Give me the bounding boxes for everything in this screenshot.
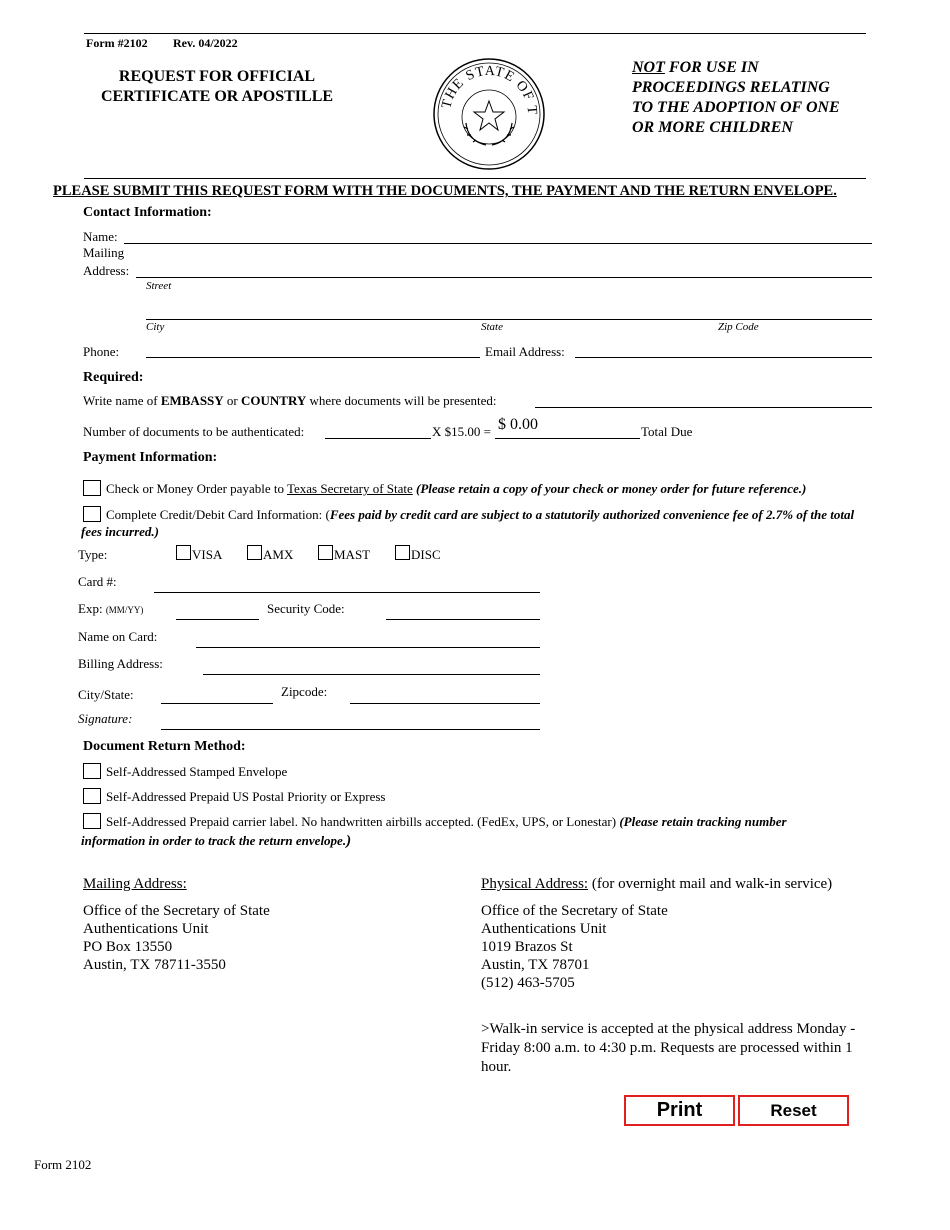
mailing-line: Office of the Secretary of State [83,903,270,919]
exp-label [78,601,143,617]
zip-label: Zip Code [718,321,759,333]
embassy-text-5: where documents will be presented: [306,393,497,408]
return-carrier-label [106,814,787,830]
phone-field[interactable] [146,357,480,358]
check-payee-text: Texas Secretary of State [286,481,413,496]
name-on-card-label: Name on Card: [78,629,158,644]
physical-line: Office of the Secretary of State [481,903,668,919]
mast-checkbox[interactable] [318,545,333,560]
visa-checkbox[interactable] [176,545,191,560]
return-carrier-line2 [81,833,351,850]
card-number-label: Card #: [78,574,117,589]
mailing-line: Authentications Unit [83,921,209,937]
warning-line2: PROCEEDINGS RELATING [632,79,830,96]
billing-city-state-field[interactable] [161,703,273,704]
name-label: Name: [83,229,118,244]
check-note-text: (Please retain a copy of your check or money order for future reference.) [412,481,807,496]
warning-not: NOT [632,59,665,76]
return-carrier-text: Self-Addressed Prepaid carrier label. No handwritten airbills accepted. (FedEx, UPS, or Lonestar) [106,814,620,829]
amx-label: AMX [263,547,294,562]
city-state-zip-field[interactable] [146,319,872,320]
return-stamped-label: Self-Addressed Stamped Envelope [106,764,288,779]
svg-text:THE STATE OF TEXAS: THE STATE OF T [439,63,540,116]
contact-heading: Contact Information: [83,205,212,220]
embassy-text-2: EMBASSY [160,393,224,408]
name-field[interactable] [124,243,872,244]
total-field [495,438,640,439]
form-number: Form #2102 [86,36,148,50]
embassy-label [83,393,497,409]
email-field[interactable] [575,357,872,358]
street-label: Street [146,280,172,292]
mailing-line: PO Box 13550 [83,939,173,955]
disc-label: DISC [411,547,441,562]
mast-label: MAST [334,547,371,562]
embassy-text-1: Write name of [83,393,161,408]
docs-count-field[interactable] [325,438,431,439]
payment-heading: Payment Information: [83,450,218,465]
adoption-warning [632,58,840,138]
check-payment-checkbox[interactable] [83,480,101,496]
state-seal [432,57,546,171]
physical-note-text: (for overnight mail and walk-in service) [588,876,833,892]
city-label: City [146,321,165,333]
return-usps-label: Self-Addressed Prepaid US Postal Priority or Express [106,789,386,804]
form-title-line1: REQUEST FOR OFFICIAL [118,68,316,85]
city-state-label: City/State: [78,687,134,702]
return-usps-checkbox[interactable] [83,788,101,804]
price-label: X $15.00 = [432,424,491,439]
security-code-field[interactable] [386,619,540,620]
walk-in-line: >Walk-in service is accepted at the physical address Monday - [481,1021,856,1037]
signature-label: Signature: [78,711,133,726]
state-label: State [481,321,503,333]
return-method-heading: Document Return Method: [83,739,246,754]
phone-label: Phone: [83,344,120,359]
top-rule [84,33,866,34]
billing-zipcode-field[interactable] [350,703,540,704]
exp-label-text: Exp: [78,601,103,616]
card-note-line2: fees incurred.) [81,524,159,539]
walk-in-line: Friday 8:00 a.m. to 4:30 p.m. Requests are processed within 1 [481,1040,853,1056]
return-carrier-note-2: information in order to track the return envelope. [81,833,347,848]
form-revision: Rev. 04/2022 [173,36,238,50]
billing-address-label: Billing Address: [78,656,163,671]
exp-field[interactable] [176,619,259,620]
card-payment-checkbox[interactable] [83,506,101,522]
walk-in-line: hour. [481,1059,512,1075]
card-note-text: Fees paid by credit card are subject to a statutorily authorized convenience fee of 2.7% of the total [329,507,855,522]
mailing-address-block [83,902,270,974]
amx-checkbox[interactable] [247,545,262,560]
footer-form-label: Form 2102 [34,1157,92,1172]
reset-button[interactable]: Reset [738,1095,849,1126]
walk-in-note [481,1020,855,1077]
texas-seal-icon [432,57,546,171]
card-number-field[interactable] [154,592,540,593]
return-carrier-checkbox[interactable] [83,813,101,829]
physical-line: 1019 Brazos St [481,939,573,955]
check-payment-label [106,481,806,497]
card-type-label: Type: [78,547,108,562]
required-heading: Required: [83,370,144,385]
mailing-label-1: Mailing [83,245,125,260]
return-carrier-close: ) [346,833,352,849]
card-pre-text: Complete Credit/Debit Card Information: ( [106,507,330,522]
embassy-text-3: or [223,393,242,408]
billing-address-field[interactable] [203,674,540,675]
exp-format-text: (MM/YY) [105,605,144,615]
card-payment-label [106,507,854,523]
email-label: Email Address: [485,344,565,359]
security-code-label: Security Code: [267,601,345,616]
warning-line1: FOR USE IN [664,59,759,76]
physical-heading-text: Physical Address: [481,876,589,892]
header-rule [84,178,866,179]
warning-line4: OR MORE CHILDREN [632,119,793,136]
physical-line: Authentications Unit [481,921,607,937]
docs-count-label: Number of documents to be authenticated: [83,424,305,439]
embassy-field[interactable] [535,407,872,408]
visa-label: VISA [192,547,223,562]
submission-instruction: PLEASE SUBMIT THIS REQUEST FORM WITH THE DOCUMENTS, THE PAYMENT AND THE RETURN ENVELOPE. [53,183,837,199]
embassy-text-4: COUNTRY [241,393,307,408]
form-title-line2: CERTIFICATE OR APOSTILLE [100,88,334,105]
physical-address-block [481,902,668,992]
return-stamped-checkbox[interactable] [83,763,101,779]
street-field[interactable] [136,277,872,278]
warning-line3: TO THE ADOPTION OF ONE [632,99,840,116]
physical-line: (512) 463-5705 [481,975,575,991]
physical-line: Austin, TX 78701 [481,957,590,973]
disc-checkbox[interactable] [395,545,410,560]
mailing-label-2: Address: [83,263,130,278]
signature-field[interactable] [161,729,540,730]
return-carrier-note: (Please retain tracking number [619,814,787,829]
name-on-card-field[interactable] [196,647,540,648]
check-pre-text: Check or Money Order payable to [106,481,287,496]
mailing-address-heading: Mailing Address: [83,876,187,892]
physical-address-heading [481,876,832,893]
total-due-label: Total Due [641,424,693,439]
print-button[interactable]: Print [624,1095,735,1126]
zipcode-label: Zipcode: [281,684,328,699]
total-value: $ 0.00 [498,416,538,433]
mailing-line: Austin, TX 78711-3550 [83,957,226,973]
